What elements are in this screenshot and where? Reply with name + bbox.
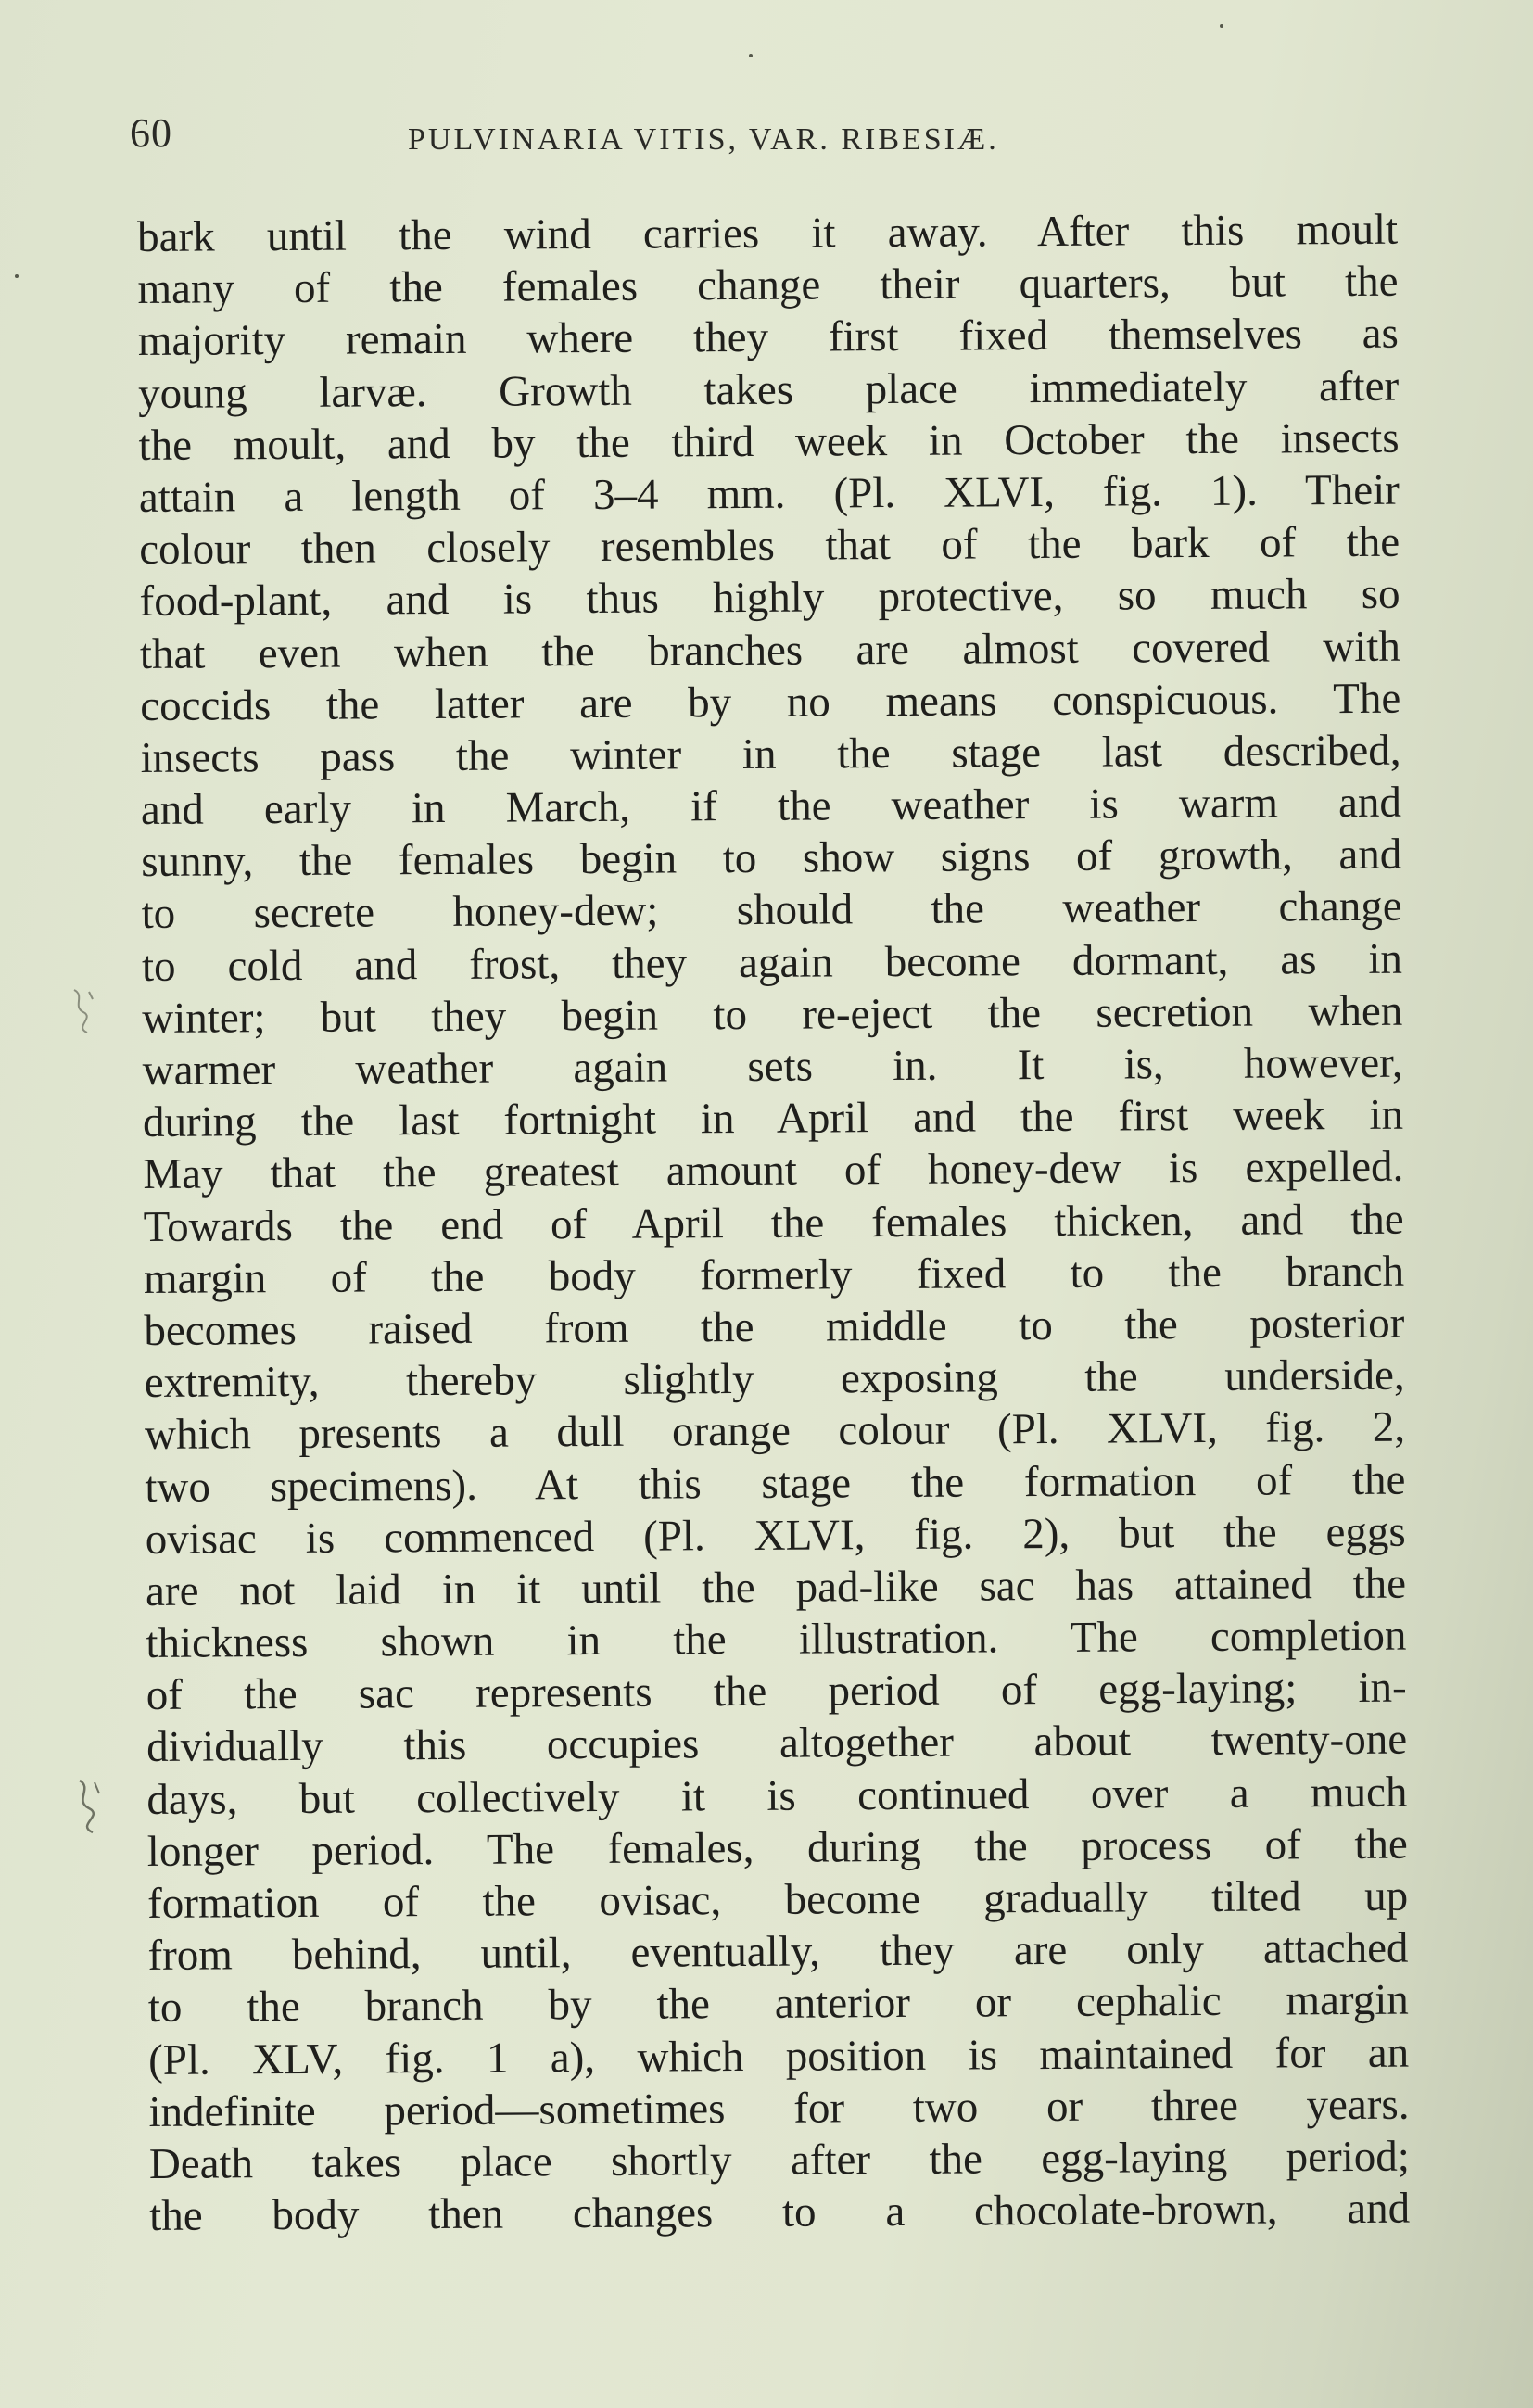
text-line: becomes raised from the middle to the posterior — [144, 1299, 1405, 1355]
text-line: from behind, until, eventually, they are only attached — [147, 1923, 1409, 1981]
text-line: margin of the body formerly fixed to the branch — [143, 1247, 1405, 1303]
text-line: food-plant, and is thus highly protective, so much so — [139, 569, 1400, 627]
text-line: are not laid in it until the pad-like sac has attained the — [145, 1559, 1407, 1616]
text-line: bark until the wind carries it away. After this moult — [137, 205, 1399, 261]
text-line: Death takes place shortly after the egg-laying period; — [148, 2132, 1411, 2188]
text-line: formation of the ovisac, become gradually tilted up — [146, 1871, 1409, 1928]
text-line: to the branch by the anterior or cephalic margin — [147, 1976, 1409, 2033]
body-paragraph — [137, 204, 1410, 2243]
text-line: to secrete honey-dew; should the weather change — [141, 882, 1402, 939]
text-line: warmer weather again sets in. It is, however, — [142, 1038, 1403, 1095]
text-line: the body then changes to a chocolate-brown, and — [149, 2184, 1411, 2241]
text-line: (Pl. XLV, fig. 1 a), which position is maintained for an — [148, 2028, 1410, 2085]
text-line: to cold and frost, they again become dormant, as in — [141, 934, 1403, 991]
text-line: Towards the end of April the females thicken, and the — [143, 1195, 1404, 1251]
text-line: young larvæ. Growth takes place immediately after — [138, 361, 1400, 418]
text-line: that even when the branches are almost covered with — [139, 622, 1401, 678]
text-line: two specimens). At this stage the formation of the — [145, 1455, 1406, 1512]
paper-speck — [1220, 24, 1223, 28]
text-line: which presents a dull orange colour (Pl. XLVI, fig. 2, — [144, 1402, 1406, 1460]
pencil-mark-icon — [69, 1775, 106, 1840]
text-line: longer period. The females, during the process of the — [146, 1819, 1408, 1876]
text-line: colour then closely resembles that of the bark of the — [139, 517, 1400, 575]
text-line: of the sac represents the period of egg-laying; in- — [146, 1663, 1407, 1720]
pencil-mark-icon — [65, 982, 102, 1038]
text-line: during the last fortnight in April and the first week in — [142, 1090, 1404, 1147]
text-line: coccids the latter are by no means conspicuous. The — [140, 674, 1401, 730]
text-line: majority remain where they first fixed themselves as — [137, 310, 1399, 366]
text-line: dividually this occupies altogether about twenty-one — [146, 1716, 1408, 1772]
text-line: extremity, thereby slightly exposing the underside, — [144, 1350, 1405, 1408]
text-line: the moult, and by the third week in October the insects — [138, 413, 1400, 470]
paper-speck — [15, 274, 19, 278]
text-line: insects pass the winter in the stage last described, — [140, 726, 1401, 782]
text-line: ovisac is commenced (Pl. XLVI, fig. 2), but the eggs — [145, 1507, 1406, 1564]
running-title: PULVINARIA VITIS, VAR. RIBESIÆ. — [408, 122, 999, 157]
text-line: winter; but they begin to re-eject the secretion when — [142, 986, 1403, 1043]
text-line: thickness shown in the illustration. The completion — [146, 1611, 1407, 1668]
text-line: May that the greatest amount of honey-dew is expelled. — [143, 1143, 1404, 1199]
text-line: indefinite period—sometimes for two or three years. — [148, 2080, 1410, 2136]
paper-speck — [749, 54, 753, 57]
text-line: sunny, the females begin to show signs of growth, and — [141, 830, 1402, 887]
text-line: days, but collectively it is continued over a much — [146, 1768, 1408, 1824]
page-number: 60 — [130, 110, 172, 156]
text-line: many of the females change their quarters, but the — [137, 257, 1399, 314]
text-line: and early in March, if the weather is warm and — [140, 778, 1402, 835]
text-line: attain a length of 3–4 mm. (Pl. XLVI, fig. 1). Their — [138, 465, 1400, 522]
